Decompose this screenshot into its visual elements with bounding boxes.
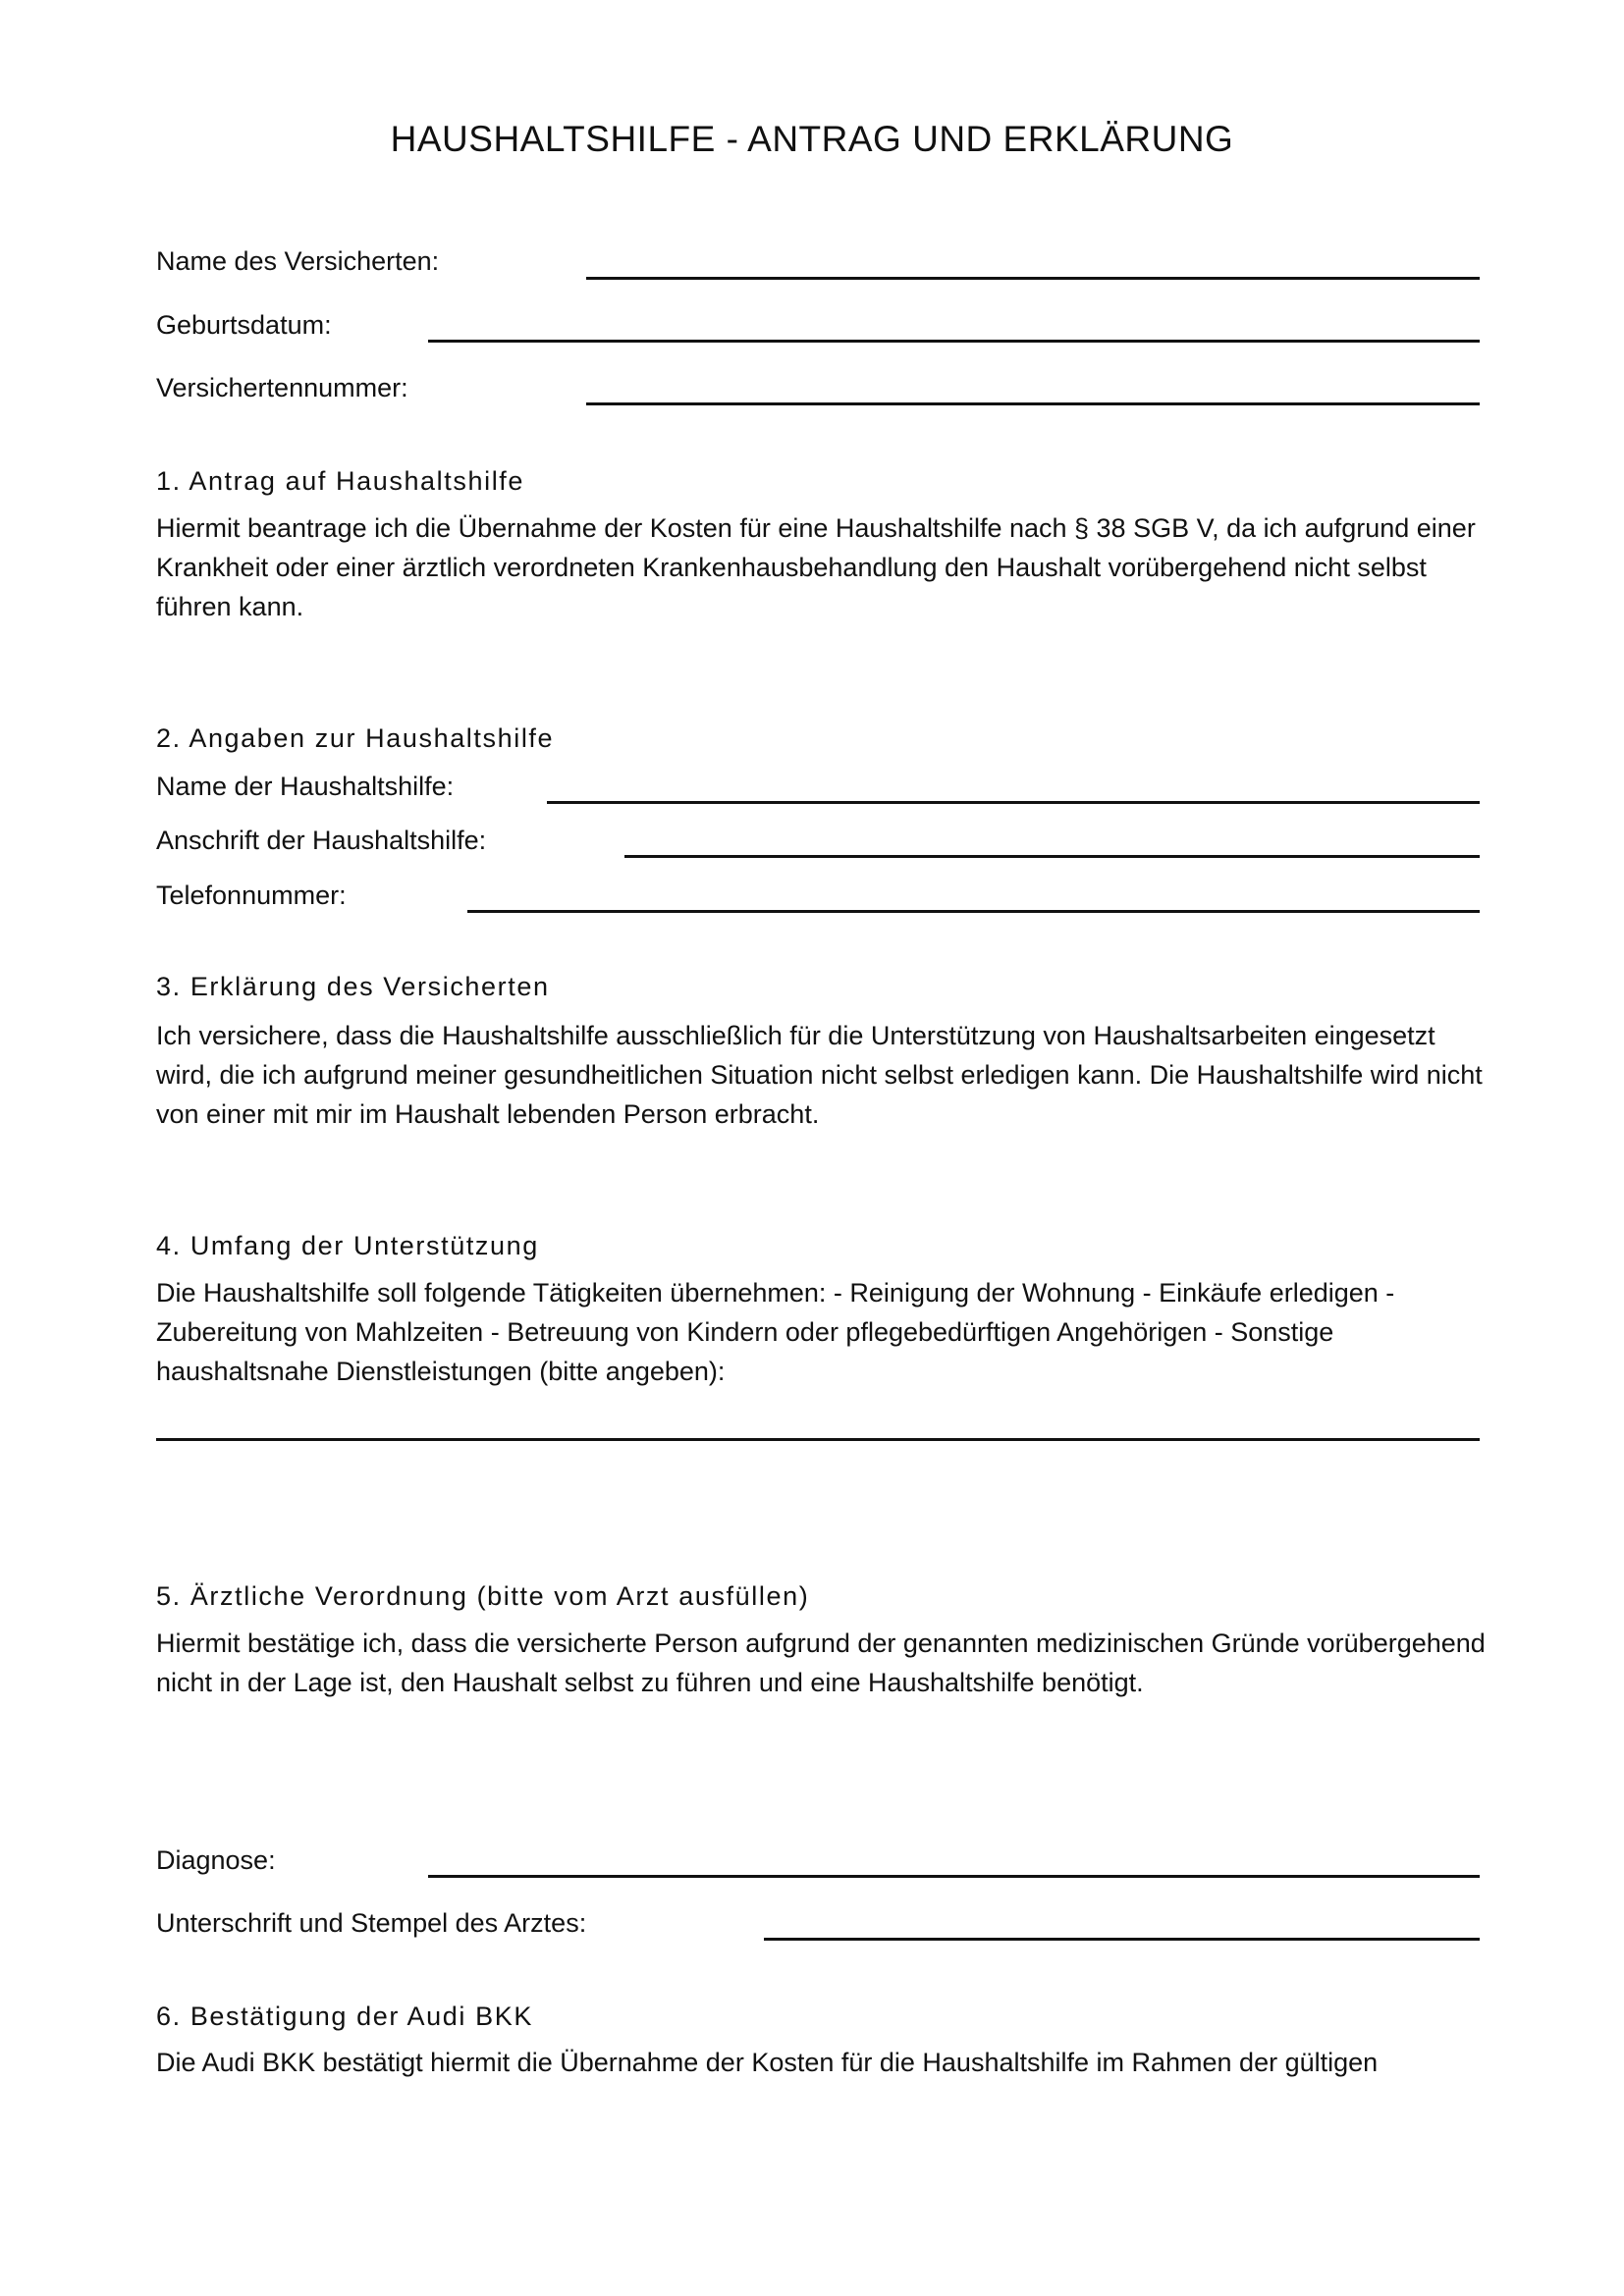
section-2-heading: 2. Angaben zur Haushaltshilfe [156,723,555,753]
helper-name-field[interactable] [547,801,1480,804]
helper-phone-field[interactable] [467,910,1480,913]
insured-name-label: Name des Versicherten: [156,246,440,276]
doctor-signature-field[interactable] [764,1938,1480,1941]
section-1-text: Hiermit beantrage ich die Übernahme der Kosten für eine Haushaltshilfe nach § 38 SGB V, da ich aufgrund einer Krankheit oder einer ärztlich verordneten Krankenhausbehandlung den Haushalt vorübergehend nicht selbst führen kann. [156,513,1476,621]
section-4-text: Die Haushaltshilfe soll folgende Tätigkeiten übernehmen: - Reinigung der Wohnung - Einkäufe erledigen - Zubereitung von Mahlzeiten - Betreuung von Kindern oder pflegebedürftigen Angehörigen - Sonstige haushaltsnahe Dienstleistungen (bitte angeben): [156,1278,1395,1386]
section-6-text: Die Audi BKK bestätigt hiermit die Übernahme der Kosten für die Haushaltshilfe im Rahmen der gültigen [156,2048,1379,2077]
insurance-number-label: Versichertennummer: [156,373,408,402]
helper-address-label: Anschrift der Haushaltshilfe: [156,826,487,855]
diagnosis-field[interactable] [428,1875,1480,1878]
section-5-heading: 5. Ärztliche Verordnung (bitte vom Arzt ausfüllen) [156,1581,810,1611]
section-5-text: Hiermit bestätige ich, dass die versicherte Person aufgrund der genannten medizinischen Gründe vorübergehend nicht in der Lage ist, den Haushalt selbst zu führen und eine Haushaltshilfe benötigt. [156,1629,1486,1697]
section-1-heading: 1. Antrag auf Haushaltshilfe [156,466,525,496]
helper-address-field[interactable] [624,855,1480,858]
diagnosis-label: Diagnose: [156,1845,276,1875]
section-3-text: Ich versichere, dass die Haushaltshilfe ausschließlich für die Unterstützung von Haushaltsarbeiten eingesetzt wird, die ich aufgrund meiner gesundheitlichen Situation nicht selbst erledigen kann. Die Haushaltshilfe wird nicht von einer mit mir im Haushalt lebenden Person erbracht. [156,1021,1483,1129]
helper-name-label: Name der Haushaltshilfe: [156,772,455,801]
insured-name-field[interactable] [586,277,1480,280]
document-title: HAUSHALTSHILFE - ANTRAG UND ERKLÄRUNG [390,119,1234,159]
section-3-heading: 3. Erklärung des Versicherten [156,972,550,1001]
section-6-heading: 6. Bestätigung der Audi BKK [156,2002,533,2031]
section-4-heading: 4. Umfang der Unterstützung [156,1231,539,1260]
birthdate-field[interactable] [428,340,1480,343]
other-services-field[interactable] [156,1438,1480,1441]
insurance-number-field[interactable] [586,402,1480,405]
birthdate-label: Geburtsdatum: [156,310,332,340]
doctor-signature-label: Unterschrift und Stempel des Arztes: [156,1908,587,1938]
helper-phone-label: Telefonnummer: [156,881,347,910]
